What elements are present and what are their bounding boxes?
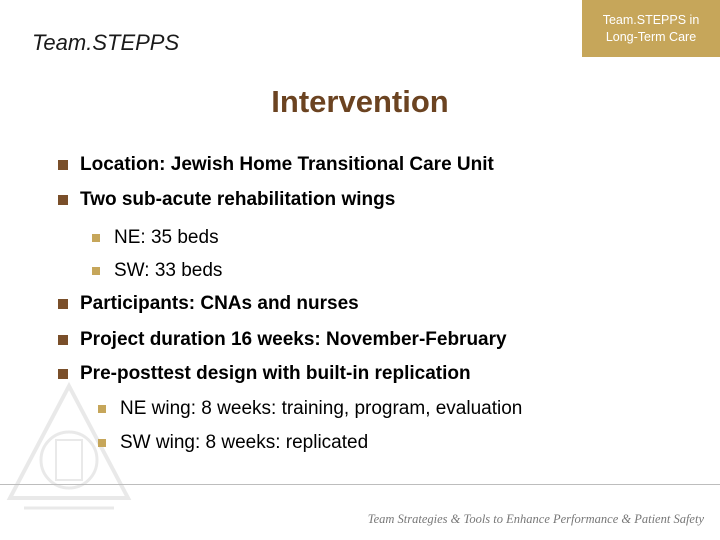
bullet-text: Location: Jewish Home Transitional Care Unit [80, 154, 494, 175]
footer-tagline: Team Strategies & Tools to Enhance Performance & Patient Safety [367, 512, 704, 526]
brand-title: Team.STEPPS [32, 30, 180, 55]
bullet-text: SW wing: 8 weeks: replicated [120, 432, 369, 453]
bullet-item [58, 329, 507, 351]
square-bullet-icon [58, 195, 68, 205]
square-bullet-icon [58, 369, 68, 379]
course-tab-line-2: Long-Term Care [605, 30, 697, 44]
bullet-text: SW: 33 beds [114, 260, 223, 281]
square-bullet-icon [58, 299, 68, 309]
sub-bullet-item [98, 398, 522, 420]
square-bullet-icon [92, 267, 100, 275]
course-tab-line-1: Team.STEPPS in [602, 13, 700, 27]
square-bullet-icon [98, 405, 106, 413]
slide-title: Intervention [271, 84, 449, 119]
bullet-text: Project duration 16 weeks: November-February [80, 329, 507, 350]
bullet-text: NE wing: 8 weeks: training, program, evaluation [120, 398, 523, 419]
sub-bullet-item [98, 432, 368, 454]
bullet-item [58, 293, 359, 315]
square-bullet-icon [92, 234, 100, 242]
bullet-item [58, 154, 494, 176]
square-bullet-icon [58, 160, 68, 170]
square-bullet-icon [58, 335, 68, 345]
footer-divider [0, 484, 720, 485]
sub-bullet-item [92, 260, 222, 282]
bullet-item [58, 363, 471, 385]
bullet-item [58, 189, 395, 211]
bullet-text: NE: 35 beds [114, 227, 219, 248]
bullet-text: Two sub-acute rehabilitation wings [80, 189, 396, 210]
bullet-text: Pre-posttest design with built-in replication [80, 363, 471, 384]
sub-bullet-item [92, 227, 219, 249]
square-bullet-icon [98, 439, 106, 447]
bullet-text: Participants: CNAs and nurses [80, 293, 359, 314]
